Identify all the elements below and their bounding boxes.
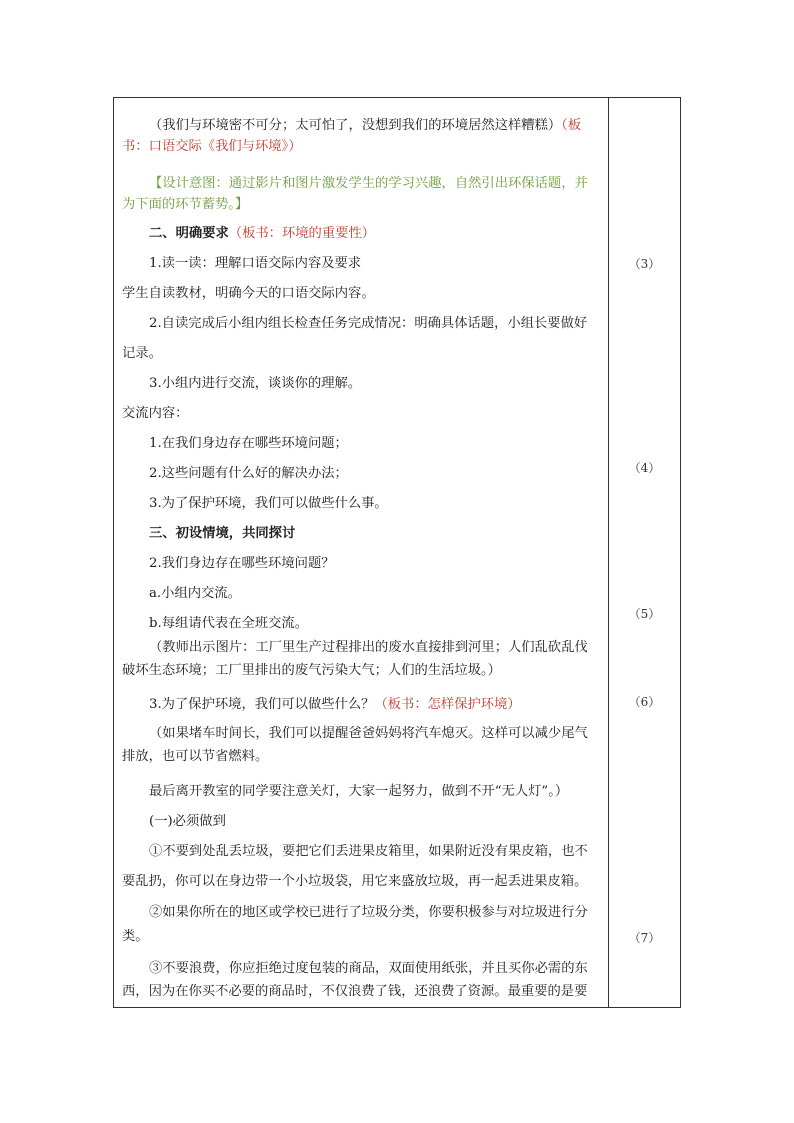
text-line <box>149 639 588 657</box>
text-line <box>149 585 241 603</box>
design-intent: 为下面的环节蓄势。】 <box>122 197 249 212</box>
text-line <box>149 813 226 831</box>
design-intent: 【设计意图：通过影片和图片激发学生的学习兴趣，自然引出环保话题，并 <box>149 176 588 191</box>
text-line <box>122 345 162 363</box>
text-span: 记录。 <box>122 346 162 361</box>
text-line <box>149 615 308 633</box>
text-span: 交流内容： <box>122 406 189 421</box>
text-line <box>122 748 268 766</box>
text-line <box>122 138 302 156</box>
text-span: 2.我们身边存在哪些环境问题？ <box>149 556 335 571</box>
text-line <box>122 873 587 891</box>
section-heading: 二、明确要求 <box>149 226 229 241</box>
board-note: 书：口语交际《我们与环境》） <box>122 139 302 154</box>
text-line <box>149 255 361 273</box>
step-number: （4） <box>628 461 661 475</box>
board-note: （板书：环境的重要性） <box>228 226 376 241</box>
lesson-table <box>113 97 681 1008</box>
text-line <box>149 696 521 714</box>
column-divider <box>608 98 609 1007</box>
text-span: 3.小组内进行交流，谈谈你的理解。 <box>149 376 362 391</box>
step-number: （3） <box>628 257 661 271</box>
step-number: （5） <box>628 607 661 621</box>
text-line <box>122 405 188 423</box>
text-line <box>149 725 588 743</box>
text-span: (一)必须做到 <box>149 814 226 829</box>
text-span: 1.在我们身边存在哪些环境问题； <box>149 436 348 451</box>
text-span: b.每组请代表在全班交流。 <box>149 616 309 631</box>
text-line <box>149 375 361 393</box>
text-line <box>149 904 588 922</box>
section-heading: 三、初设情境，共同探讨 <box>149 526 296 541</box>
board-note: （板书：怎样保护环境） <box>374 697 521 712</box>
text-span: （如果堵车时间长，我们可以提醒爸爸妈妈将汽车熄灭。这样可以减少尾气 <box>149 726 588 741</box>
text-span: ②如果你所在的地区或学校已进行了垃圾分类，你要积极参与对垃圾进行分 <box>149 905 588 920</box>
text-span: 要乱扔，你可以在身边带一个小垃圾袋，用它来盛放垃圾，再一起丢进果皮箱。 <box>122 874 588 889</box>
text-line <box>149 495 388 513</box>
text-span: 3.为了保护环境，我们可以做些什么事。 <box>149 496 388 511</box>
text-line <box>122 196 248 214</box>
text-span: 3.为了保护环境，我们可以做些什么？ <box>149 697 375 712</box>
text-span: ③不要浪费，你应拒绝过度包装的商品，双面使用纸张，并且买你必需的东 <box>149 961 588 976</box>
text-line <box>149 465 348 483</box>
board-note: （板 <box>561 118 582 133</box>
text-span: 西，因为在你买不必要的商品时，不仅浪费了钱，还浪费了资源。最重要的是要 <box>122 984 588 999</box>
text-span: 排放，也可以节省燃料。 <box>122 749 269 764</box>
text-line <box>149 175 588 193</box>
text-span: 2.这些问题有什么好的解决办法； <box>149 466 348 481</box>
text-line <box>149 960 588 978</box>
text-line <box>122 983 587 1001</box>
text-span: 学生自读教材，明确今天的口语交际内容。 <box>122 286 375 301</box>
text-span: ①不要到处乱丢垃圾，要把它们丢进果皮箱里，如果附近没有果皮箱，也不 <box>149 844 588 859</box>
step-number: （7） <box>628 931 661 945</box>
text-span: （教师出示图片：工厂里生产过程排出的废水直接排到河里；人们乱砍乱伐 <box>149 640 588 655</box>
text-line <box>122 662 501 680</box>
text-line <box>122 285 375 303</box>
text-line <box>149 225 375 243</box>
text-line <box>149 315 587 333</box>
text-span: a.小组内交流。 <box>149 586 241 601</box>
text-span: 1.读一读：理解口语交际内容及要求 <box>149 256 362 271</box>
text-line <box>149 783 568 801</box>
text-span: 类。 <box>122 929 149 944</box>
text-span: 2.自读完成后小组内组长检查任务完成情况：明确具体话题，小组长要做好 <box>149 316 588 331</box>
text-line <box>149 525 295 543</box>
text-line <box>149 117 581 135</box>
text-span: （我们与环境密不可分；太可怕了，没想到我们的环境居然这样糟糕） <box>149 118 562 133</box>
text-line <box>149 435 348 453</box>
text-line <box>149 843 588 861</box>
text-span: 破坏生态环境；工厂里排出的废气污染大气；人们的生活垃圾。） <box>122 663 501 678</box>
text-line <box>122 928 149 946</box>
step-number: （6） <box>628 695 661 709</box>
text-line <box>149 555 335 573</box>
text-span: 最后离开教室的同学要注意关灯，大家一起努力，做到不开“无人灯”。） <box>149 784 569 799</box>
